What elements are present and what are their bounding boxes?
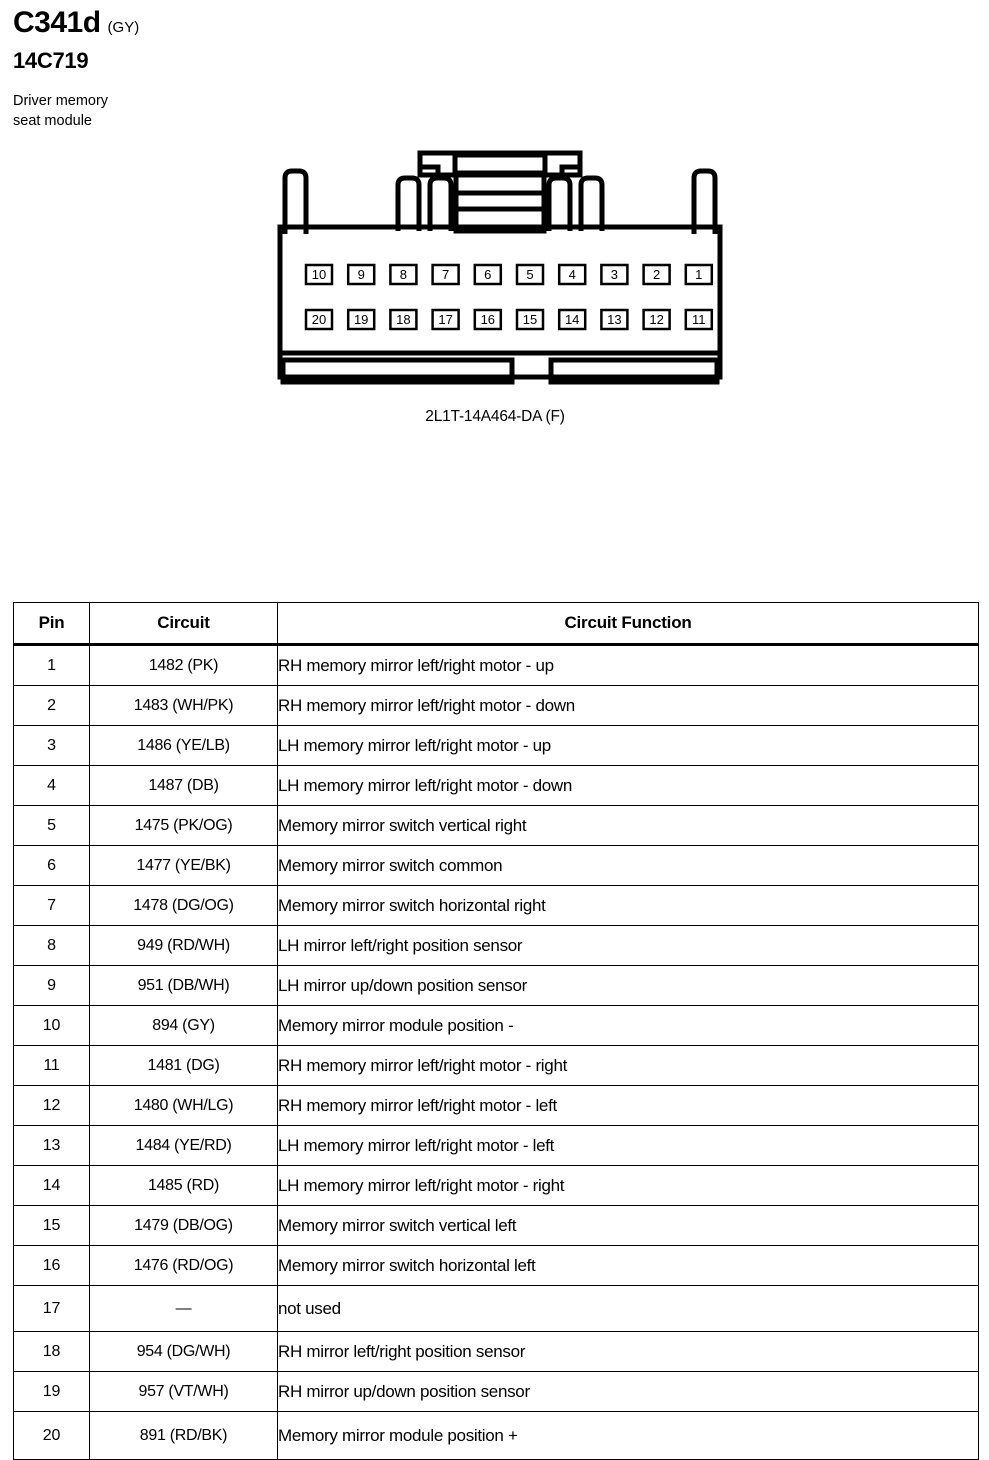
cell-pin-10: 10	[14, 1006, 90, 1046]
table-row	[14, 1286, 979, 1332]
pin-number-label-4: 4	[568, 267, 576, 282]
connector-pillar-left-b	[430, 178, 451, 231]
table-row	[14, 846, 979, 886]
pin-number-label-14: 14	[564, 312, 580, 327]
pin-number-label-16: 16	[480, 312, 496, 327]
cell-function-11: RH memory mirror left/right motor - right	[278, 1046, 979, 1086]
cell-pin-4: 4	[14, 766, 90, 806]
part-id: 14C719	[13, 48, 89, 73]
cell-circuit-20: 891 (RD/BK)	[90, 1412, 278, 1460]
pin-table-container	[13, 602, 978, 1460]
cell-circuit-15: 1479 (DB/OG)	[90, 1206, 278, 1246]
cell-pin-20: 20	[14, 1412, 90, 1460]
table-row	[14, 726, 979, 766]
pin-number-label-18: 18	[396, 312, 411, 327]
connector-id-line	[13, 6, 413, 40]
cell-function-14: LH memory mirror left/right motor - right	[278, 1166, 979, 1206]
pin-number-label-12: 12	[649, 312, 664, 327]
cell-function-1: RH memory mirror left/right motor - up	[278, 645, 979, 686]
cell-pin-13: 13	[14, 1126, 90, 1166]
pin-row-bottom	[306, 310, 712, 329]
cell-pin-15: 15	[14, 1206, 90, 1246]
pin-number-label-8: 8	[399, 267, 408, 282]
pin-number-label-7: 7	[441, 267, 450, 282]
pin-number-label-10: 10	[311, 267, 327, 282]
connector-pillar-right-a	[549, 178, 570, 231]
cell-pin-11: 11	[14, 1046, 90, 1086]
cell-function-10: Memory mirror module position -	[278, 1006, 979, 1046]
cell-pin-12: 12	[14, 1086, 90, 1126]
cell-circuit-10: 894 (GY)	[90, 1006, 278, 1046]
cell-pin-8: 8	[14, 926, 90, 966]
connector-top-shroud-plate	[455, 155, 545, 173]
cell-function-7: Memory mirror switch horizontal right	[278, 886, 979, 926]
column-header-pin: Pin	[14, 603, 90, 645]
cell-function-15: Memory mirror switch vertical left	[278, 1206, 979, 1246]
cell-pin-9: 9	[14, 966, 90, 1006]
table-row	[14, 926, 979, 966]
cell-pin-2: 2	[14, 686, 90, 726]
column-header-circuit: Circuit	[90, 603, 278, 645]
cell-circuit-11: 1481 (DG)	[90, 1046, 278, 1086]
cell-circuit-5: 1475 (PK/OG)	[90, 806, 278, 846]
cell-circuit-4: 1487 (DB)	[90, 766, 278, 806]
table-row	[14, 806, 979, 846]
table-row	[14, 645, 979, 686]
cell-pin-6: 6	[14, 846, 90, 886]
cell-circuit-18: 954 (DG/WH)	[90, 1332, 278, 1372]
cell-function-17: not used	[278, 1286, 979, 1332]
cell-function-20: Memory mirror module position +	[278, 1412, 979, 1460]
pin-number-label-11: 11	[692, 312, 706, 327]
pin-number-label-20: 20	[311, 312, 327, 327]
cell-function-8: LH mirror left/right position sensor	[278, 926, 979, 966]
table-row	[14, 766, 979, 806]
table-row	[14, 1126, 979, 1166]
connector-pillar-right-b	[581, 178, 602, 231]
pin-number-label-13: 13	[607, 312, 622, 327]
table-row	[14, 1046, 979, 1086]
connector-part-number: 2L1T-14A464-DA (F)	[425, 408, 565, 425]
cell-pin-14: 14	[14, 1166, 90, 1206]
cell-circuit-12: 1480 (WH/LG)	[90, 1086, 278, 1126]
pin-number-label-2: 2	[652, 267, 661, 282]
pin-number-label-3: 3	[610, 267, 619, 282]
cell-circuit-19: 957 (VT/WH)	[90, 1372, 278, 1412]
cell-function-19: RH mirror up/down position sensor	[278, 1372, 979, 1412]
connector-key-block	[456, 175, 544, 231]
cell-function-6: Memory mirror switch common	[278, 846, 979, 886]
connector-color-code: (GY)	[107, 19, 140, 36]
table-row	[14, 1372, 979, 1412]
cell-circuit-16: 1476 (RD/OG)	[90, 1246, 278, 1286]
cell-function-5: Memory mirror switch vertical right	[278, 806, 979, 846]
pin-number-label-17: 17	[438, 312, 453, 327]
cell-function-18: RH mirror left/right position sensor	[278, 1332, 979, 1372]
table-row	[14, 686, 979, 726]
cell-circuit-14: 1485 (RD)	[90, 1166, 278, 1206]
table-row	[14, 1206, 979, 1246]
cell-function-2: RH memory mirror left/right motor - down	[278, 686, 979, 726]
pin-number-label-5: 5	[526, 267, 534, 282]
pin-number-label-9: 9	[357, 267, 365, 282]
table-row	[14, 1166, 979, 1206]
document-header	[13, 6, 413, 131]
column-header-function: Circuit Function	[278, 603, 979, 645]
cell-circuit-6: 1477 (YE/BK)	[90, 846, 278, 886]
cell-circuit-13: 1484 (YE/RD)	[90, 1126, 278, 1166]
connector-id: C341d	[13, 6, 101, 39]
pin-number-label-6: 6	[484, 267, 492, 282]
table-row	[14, 966, 979, 1006]
cell-pin-5: 5	[14, 806, 90, 846]
table-row	[14, 1006, 979, 1046]
connector-drawing	[270, 145, 730, 410]
cell-circuit-9: 951 (DB/WH)	[90, 966, 278, 1006]
cell-circuit-8: 949 (RD/WH)	[90, 926, 278, 966]
connector-pillar-left-a	[398, 178, 419, 231]
connector-figure	[270, 145, 730, 435]
cell-pin-3: 3	[14, 726, 90, 766]
table-row	[14, 886, 979, 926]
cell-circuit-1: 1482 (PK)	[90, 645, 278, 686]
table-row	[14, 1412, 979, 1460]
pin-table-body	[14, 645, 979, 1460]
cell-pin-1: 1	[14, 645, 90, 686]
cell-pin-17: 17	[14, 1286, 90, 1332]
cell-function-16: Memory mirror switch horizontal left	[278, 1246, 979, 1286]
table-row	[14, 1332, 979, 1372]
component-description: Driver memory seat module	[13, 93, 109, 129]
pin-number-label-1: 1	[695, 267, 703, 282]
cell-circuit-3: 1486 (YE/LB)	[90, 726, 278, 766]
cell-circuit-2: 1483 (WH/PK)	[90, 686, 278, 726]
cell-function-9: LH mirror up/down position sensor	[278, 966, 979, 1006]
cell-pin-18: 18	[14, 1332, 90, 1372]
cell-function-13: LH memory mirror left/right motor - left	[278, 1126, 979, 1166]
cell-function-3: LH memory mirror left/right motor - up	[278, 726, 979, 766]
pin-table	[13, 602, 979, 1460]
table-row	[14, 1086, 979, 1126]
pin-row-top	[306, 265, 712, 284]
cell-circuit-7: 1478 (DG/OG)	[90, 886, 278, 926]
pin-number-label-19: 19	[353, 312, 369, 327]
table-row	[14, 1246, 979, 1286]
cell-pin-16: 16	[14, 1246, 90, 1286]
pin-number-label-15: 15	[522, 312, 538, 327]
cell-function-12: RH memory mirror left/right motor - left	[278, 1086, 979, 1126]
cell-function-4: LH memory mirror left/right motor - down	[278, 766, 979, 806]
table-header-row	[14, 603, 979, 645]
cell-pin-19: 19	[14, 1372, 90, 1412]
cell-circuit-17: —	[90, 1286, 278, 1332]
cell-pin-7: 7	[14, 886, 90, 926]
